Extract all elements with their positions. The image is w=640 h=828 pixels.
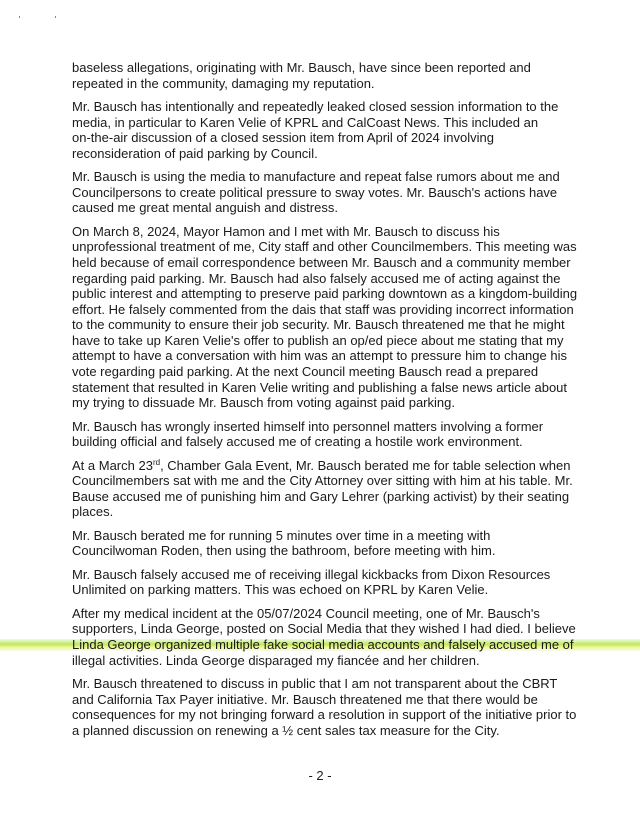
- paragraph: [72, 567, 612, 598]
- text-line: Mr. Bausch berated me for running 5 minutes over time in a meeting with: [72, 527, 491, 543]
- text-line: places.: [72, 504, 114, 520]
- text-line: Councilpersons to create political pressure to sway votes. Mr. Bausch's actions have: [72, 184, 558, 200]
- paragraph: [72, 676, 612, 738]
- text-line: statement that resulted in Karen Velie writing and publishing a false news article about: [72, 379, 568, 395]
- paragraph: [72, 224, 612, 411]
- paragraph: [72, 606, 612, 668]
- text-line: attempt to have a conversation with him was an attempt to pressure him to change his: [72, 348, 567, 364]
- text-line: [72, 458, 612, 474]
- scan-mark: [55, 16, 56, 18]
- text-line: regarding paid parking. Mr. Bausch had also falsely accused me of acting against the: [72, 270, 561, 286]
- text-line: held because of email correspondence between Mr. Bausch and a community member: [72, 254, 571, 270]
- paragraph: [72, 169, 612, 216]
- text-line: Mr. Bausch is using the media to manufacture and repeat false rumors about me and: [72, 169, 560, 185]
- text-line: Unlimited on parking matters. This was echoed on KPRL by Karen Velie.: [72, 582, 489, 598]
- highlighted-text-line: Linda George organized multiple fake social media accounts and falsely accused me of: [72, 637, 612, 653]
- text-line: repeated in the community, damaging my reputation.: [72, 75, 375, 91]
- text-line: Mr. Bausch has intentionally and repeatedly leaked closed session information to the: [72, 98, 559, 114]
- text-line: illegal activities. Linda George disparaged my fiancée and her children.: [72, 652, 480, 668]
- ordinal-superscript: rd: [152, 457, 161, 467]
- text-line: Councilwoman Roden, then using the bathroom, before meeting with him.: [72, 543, 496, 559]
- text-line: have to take up Karen Velie's offer to publish an op/ed piece about me stating that my: [72, 332, 564, 348]
- paragraph: [72, 458, 612, 520]
- text-line: unprofessional treatment of me, City staff and other Councilmembers. This meeting was: [72, 239, 577, 255]
- text-line: my trying to dissuade Mr. Bausch from voting against paid parking.: [72, 395, 455, 411]
- text-line: on-the-air discussion of a closed session item from April of 2024 involving: [72, 130, 494, 146]
- text-segment: At a March 23: [72, 457, 153, 473]
- text-line: Bause accused me of punishing him and Gary Lehrer (parking activist) by their seating: [72, 488, 570, 504]
- text-line: Mr. Bausch falsely accused me of receiving illegal kickbacks from Dixon Resources: [72, 566, 551, 582]
- text-line: baseless allegations, originating with Mr. Bausch, have since been reported and: [72, 60, 531, 75]
- paragraph: [72, 60, 612, 91]
- paragraph: [72, 419, 612, 450]
- text-line: caused me great mental anguish and distress.: [72, 200, 338, 216]
- text-segment: , Chamber Gala Event, Mr. Bausch berated me for table selection when: [160, 457, 571, 473]
- text-line: media, in particular to Karen Velie of KPRL and CalCoast News. This included an: [72, 114, 539, 130]
- document-body: [72, 60, 612, 746]
- text-line: to the community to ensure their job security. Mr. Bausch threatened me that he might: [72, 317, 565, 333]
- text-line: public interest and attempting to preserve paid parking downtown as a kingdom-building: [72, 286, 578, 302]
- text-line: Mr. Bausch threatened to discuss in public that I am not transparent about the CBRT: [72, 675, 558, 691]
- text-line: a planned discussion on renewing a ½ cent sales tax measure for the City.: [72, 722, 500, 738]
- paragraph: [72, 528, 612, 559]
- scan-mark: [19, 16, 20, 18]
- text-line: Councilmembers sat with me and the City Attorney over sitting with him at his table. Mr.: [72, 473, 573, 489]
- text-line: After my medical incident at the 05/07/2024 Council meeting, one of Mr. Bausch's: [72, 605, 540, 621]
- text-line: building official and falsely accused me of creating a hostile work environment.: [72, 434, 523, 450]
- text-line: effort. He falsely commented from the dais that staff was providing incorrect information: [72, 301, 574, 317]
- text-line: reconsideration of paid parking by Council.: [72, 145, 318, 161]
- paragraph: [72, 99, 612, 161]
- text-line: consequences for my not bringing forward a resolution in support of the initiative prior to: [72, 707, 577, 723]
- text-line: Mr. Bausch has wrongly inserted himself into personnel matters involving a former: [72, 418, 544, 434]
- text-line: and California Tax Payer initiative. Mr. Bausch threatened me that there would be: [72, 691, 538, 707]
- text-line: supporters, Linda George, posted on Social Media that they wished I had died. I believe: [72, 621, 576, 637]
- text-line: On March 8, 2024, Mayor Hamon and I met with Mr. Bausch to discuss his: [72, 223, 500, 239]
- page-number: - 2 -: [308, 768, 332, 783]
- text-line: vote regarding paid parking. At the next Council meeting Bausch read a prepared: [72, 364, 539, 380]
